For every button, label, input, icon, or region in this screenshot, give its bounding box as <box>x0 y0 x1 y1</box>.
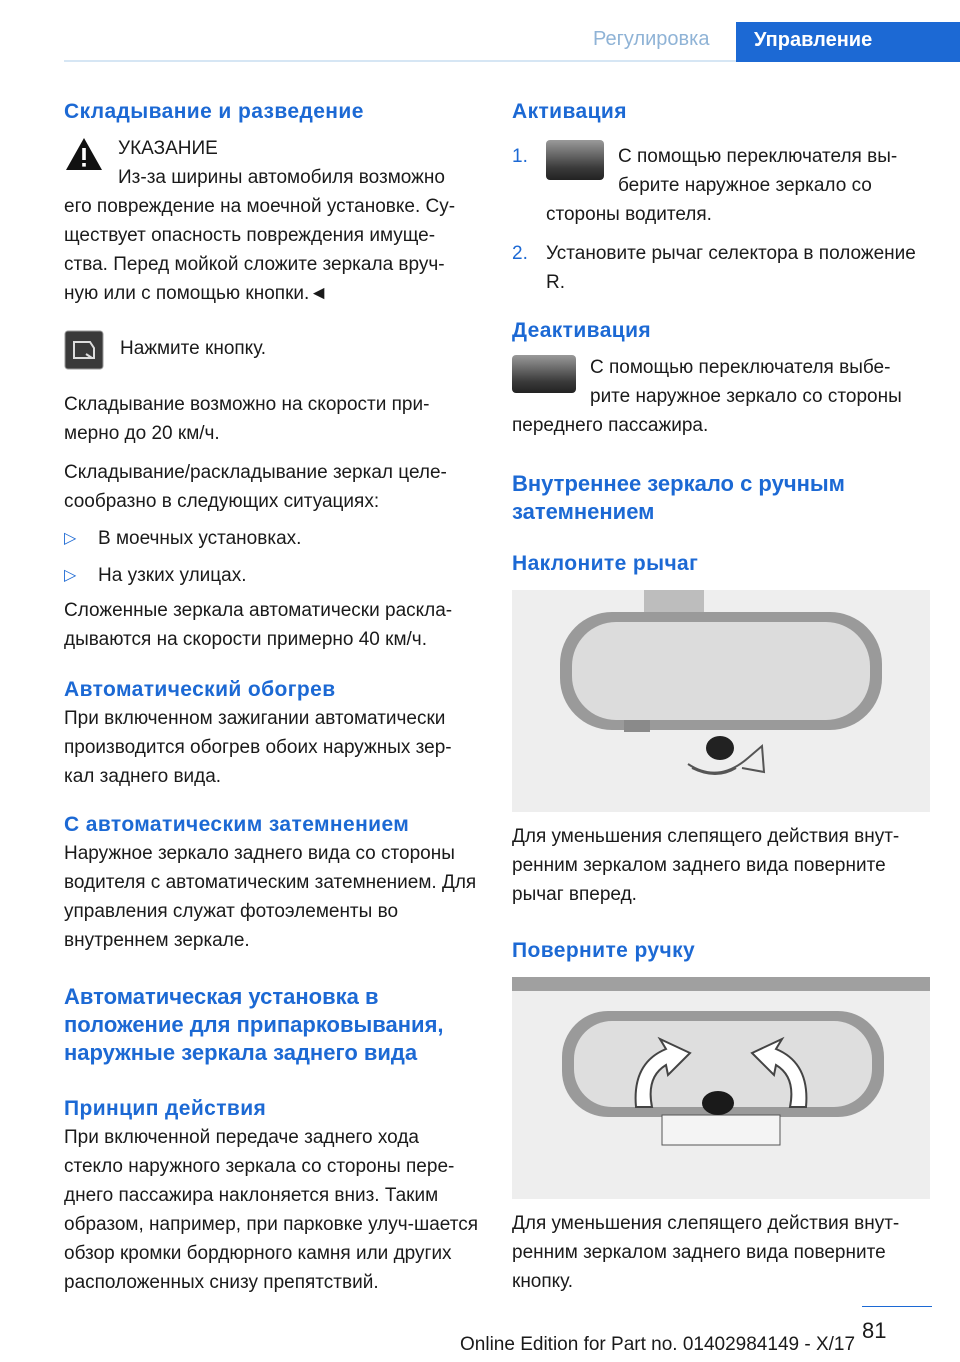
press-button-text: Нажмите кнопку. <box>120 338 267 359</box>
list-item-text: На узких улицах. <box>98 565 247 586</box>
heading-turn-knob: Поверните ручку <box>512 939 696 962</box>
tab-adjustment[interactable]: Регулировка <box>593 28 710 50</box>
right-column <box>512 100 930 1296</box>
press-button-row <box>64 330 478 370</box>
warning-text: его повреждение на моечной установке. Су-ществует опасность повреждения имуще-ства. Перед мойкой сложите зеркала вруч-ную или с помощью кнопки.◄ <box>64 196 456 304</box>
heading-heating: Автоматический обогрев <box>64 678 336 701</box>
heading-auto-dim: С автоматическим затемнением <box>64 813 410 836</box>
page-number-rule <box>862 1306 932 1307</box>
warning-line1: Из-за ширины автомобиля возможно <box>118 167 445 188</box>
warning-title: УКАЗАНИЕ <box>118 138 218 159</box>
mirror-switch-icon <box>546 140 604 180</box>
mirror-knob-illustration <box>512 977 930 1199</box>
heading-principle: Принцип действия <box>64 1097 267 1120</box>
list-item <box>64 561 478 590</box>
warning-icon <box>64 136 104 172</box>
fold-speed-text: Складывание возможно на скорости при-мерно до 20 км/ч. <box>64 394 430 444</box>
tab-controls[interactable]: Управление <box>736 22 960 62</box>
mirror-switch-icon <box>512 355 576 393</box>
principle-text: При включенной передаче заднего хода стекло наружного зеркала со стороны пере-днего пассажира наклоняется вниз. Таким образом, например, при парковке улуч-шается обзор кромки бордюрного камня или других расположенных снизу препятствий. <box>64 1127 478 1293</box>
edition-footer: Online Edition for Part no. 01402984149 - X/17 <box>460 1334 856 1355</box>
list-item <box>64 524 478 553</box>
heading-activation: Активация <box>512 100 627 123</box>
heading-deactivation: Деактивация <box>512 319 652 342</box>
heading-parking-tilt: Автоматическая установка в положение для припарковывания, наружные зеркала заднего вида <box>64 984 444 1065</box>
turn-knob-text: Для уменьшения слепящего действия внут-ренним зеркалом заднего вида поверните кнопку. <box>512 1213 900 1292</box>
list-item <box>512 239 930 297</box>
left-column <box>64 100 478 1297</box>
unfold-text: Сложенные зеркала автоматически раскла-дываются на скорости примерно 40 км/ч. <box>64 600 453 650</box>
bullet-triangle-icon: ▷ <box>64 567 77 584</box>
step-number: 1. <box>512 146 528 167</box>
mirror-fold-button-icon <box>64 330 104 370</box>
warning-block <box>64 134 478 308</box>
step-text: С помощью переключателя вы-берите наружное зеркало со стороны водителя. <box>546 146 898 225</box>
mirror-lever-illustration <box>512 590 930 812</box>
tilt-lever-text: Для уменьшения слепящего действия внут-ренним зеркалом заднего вида поверните рычаг вперед. <box>512 826 900 905</box>
step-text: Установите рычаг селектора в положение R. <box>546 243 916 293</box>
step-number: 2. <box>512 243 528 264</box>
heading-folding: Складывание и разведение <box>64 100 364 123</box>
situations-text: Складывание/раскладывание зеркал целе-сообразно в следующих ситуациях: <box>64 462 447 512</box>
list-item <box>512 142 930 229</box>
deactivation-text: С помощью переключателя выбе-рите наружное зеркало со стороны переднего пассажира. <box>512 357 902 436</box>
deactivation-block <box>512 353 930 440</box>
heating-text: При включенном зажигании автоматически производится обогрев обоих наружных зер-кал заднего вида. <box>64 708 452 787</box>
page-number: 81 <box>862 1318 887 1343</box>
auto-dim-text: Наружное зеркало заднего вида со стороны водителя с автоматическим затемнением. Для управления служат фотоэлементы во внутреннем зеркале. <box>64 843 477 951</box>
heading-inner-mirror: Внутреннее зеркало с ручным затемнением <box>512 471 845 524</box>
heading-tilt-lever: Наклоните рычаг <box>512 552 699 575</box>
list-item-text: В моечных установках. <box>98 528 302 549</box>
bullet-triangle-icon: ▷ <box>64 530 77 547</box>
